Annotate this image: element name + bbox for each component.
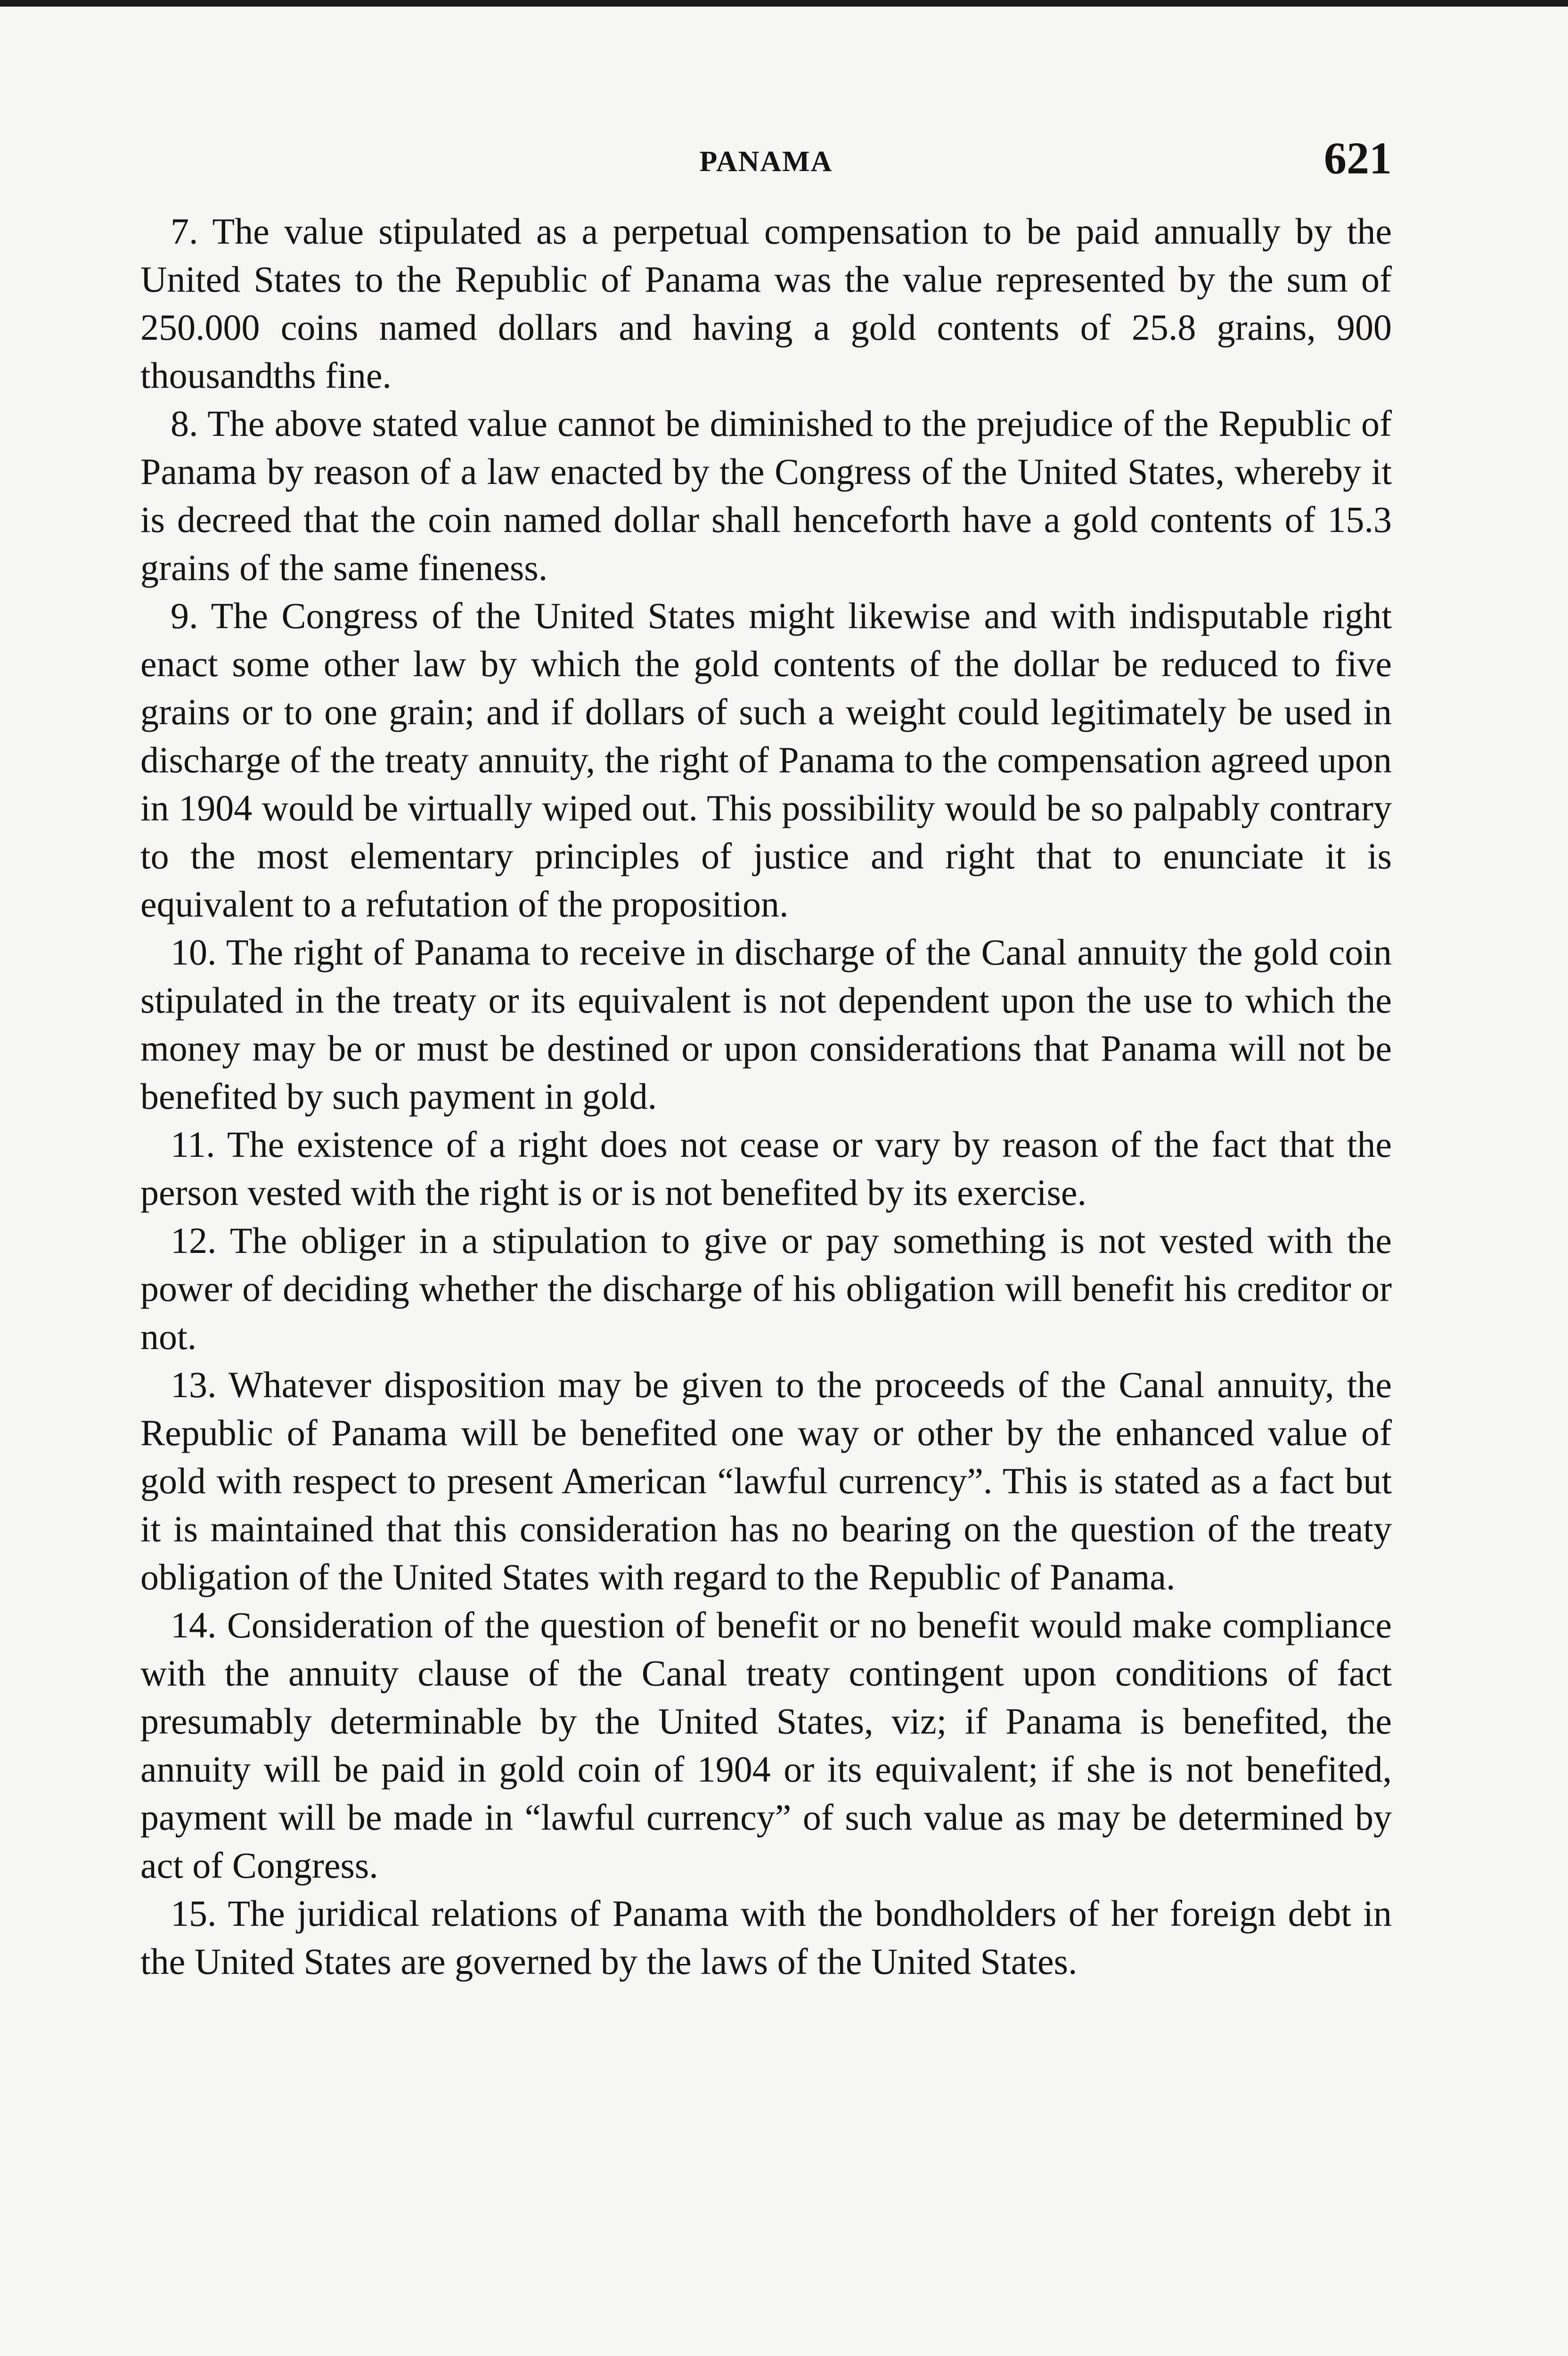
paragraph-text: The value stipulated as a perpetual compensation to be paid annually by the United States to the Republic of Panama was the value represented by the sum of 250.000 coins named dollars and having a gold contents of 25.8 grains, 900 thousandths fine. bbox=[140, 211, 1392, 396]
body-text bbox=[140, 207, 1392, 1986]
running-title: PANAMA bbox=[699, 146, 833, 178]
paragraph-text: The Congress of the United States might likewise and with indisputable right enact some other law by which the gold contents of the dollar be reduced to five grains or to one grain; and if dollars of such a weight could legitimately be used in discharge of the treaty annuity, the right of Panama to the compensation agreed upon in 1904 would be virtually wiped out. This possibility would be so palpably contrary to the most elementary principles of justice and right that to enunciate it is equivalent to a refutation of the proposition. bbox=[140, 595, 1392, 924]
paragraph-number: 15. bbox=[171, 1893, 217, 1934]
page-number: 621 bbox=[1324, 133, 1392, 183]
paragraph-number: 7. bbox=[171, 211, 198, 252]
paragraph-number: 14. bbox=[171, 1604, 217, 1645]
paragraph-number: 10. bbox=[171, 932, 217, 973]
running-head bbox=[140, 132, 1392, 203]
paragraph-text: The right of Panama to receive in discharge of the Canal annuity the gold coin stipulated in the treaty or its equivalent is not dependent upon the use to which the money may be or must be destined or upon considerations that Panama will not be benefited by such payment in gold. bbox=[140, 932, 1392, 1117]
paragraph-number: 8. bbox=[171, 403, 198, 444]
paragraph-number: 11. bbox=[171, 1124, 215, 1165]
paragraph-text: Whatever disposition may be given to the proceeds of the Canal annuity, the Republic of Panama will be benefited one way or other by the enhanced value of gold with respect to present American “lawful currency”. This is stated as a fact but it is maintained that this consideration has no bearing on the question of the treaty obligation of the United States with regard to the Republic of Panama. bbox=[140, 1364, 1392, 1597]
paragraph-13 bbox=[140, 1361, 1392, 1601]
paragraph-11 bbox=[140, 1121, 1392, 1217]
paragraph-text: The obliger in a stipulation to give or pay something is not vested with the power of deciding whether the discharge of his obligation will benefit his creditor or not. bbox=[140, 1220, 1392, 1357]
paragraph-number: 9. bbox=[171, 595, 198, 636]
paragraph-12 bbox=[140, 1217, 1392, 1361]
paragraph-8 bbox=[140, 400, 1392, 592]
paragraph-number: 13. bbox=[171, 1364, 217, 1405]
paragraph-text: The above stated value cannot be diminished to the prejudice of the Republic of Panama by reason of a law enacted by the Congress of the United States, whereby it is decreed that the coin named dollar shall henceforth have a gold contents of 15.3 grains of the same fineness. bbox=[140, 403, 1392, 588]
document-page bbox=[140, 132, 1392, 1986]
paragraph-9 bbox=[140, 592, 1392, 928]
top-border-rule bbox=[0, 0, 1568, 7]
paragraph-number: 12. bbox=[171, 1220, 217, 1261]
paragraph-10 bbox=[140, 928, 1392, 1121]
paragraph-14 bbox=[140, 1601, 1392, 1890]
paragraph-text: The juridical relations of Panama with the bondholders of her foreign debt in the United States are governed by the laws of the United States. bbox=[140, 1893, 1392, 1982]
paragraph-15 bbox=[140, 1890, 1392, 1986]
paragraph-7 bbox=[140, 207, 1392, 400]
paragraph-text: Consideration of the question of benefit or no benefit would make compliance with the annuity clause of the Canal treaty contingent upon conditions of fact presumably determinable by the United States, viz; if Panama is benefited, the annuity will be paid in gold coin of 1904 or its equivalent; if she is not benefited, payment will be made in “lawful currency” of such value as may be determined by act of Congress. bbox=[140, 1604, 1392, 1886]
paragraph-text: The existence of a right does not cease or vary by reason of the fact that the person vested with the right is or is not benefited by its exercise. bbox=[140, 1124, 1392, 1213]
